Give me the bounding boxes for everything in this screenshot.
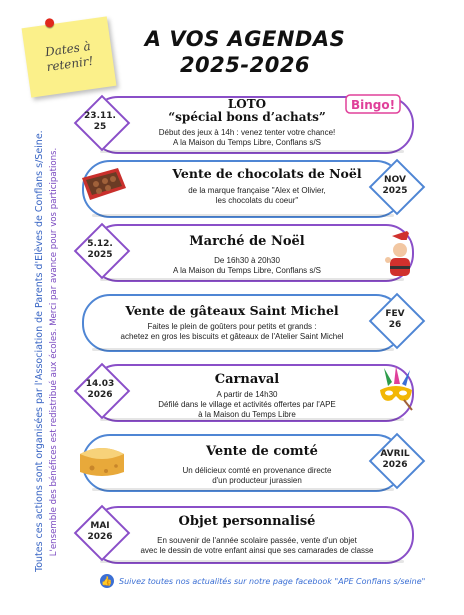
event-objet-title: Objet personnalisé xyxy=(178,514,316,529)
event-carnaval-description: A partir de 14h30 Défilé dans le village et activités offertes par l'APE à la Maison du Temps Libre xyxy=(158,390,336,419)
footer-text: Suivez toutes nos actualités sur notre page facebook "APE Conflans s/seine" xyxy=(119,576,426,586)
event-marche-description: De 16h30 à 20h30 A la Maison du Temps Libre, Conflans s/S xyxy=(173,256,321,275)
event-chocolats-title: Vente de chocolats de Noël xyxy=(172,166,362,181)
event-marche-date: 5.12. 2025 xyxy=(87,239,113,260)
santa-icon xyxy=(382,224,418,278)
title-line-2: 2025-2026 xyxy=(179,53,311,77)
sidebar-note-line-2: L'ensemble des bénéfices est redistribué aux écoles. Merci par avance pour vos participations. xyxy=(49,147,59,557)
event-carnaval xyxy=(72,364,422,424)
event-loto-date: 23.11. 25 xyxy=(84,111,116,132)
event-gateaux xyxy=(82,294,432,354)
event-comte xyxy=(82,434,432,494)
event-chocolats xyxy=(82,160,432,220)
sidebar-note xyxy=(32,132,72,572)
event-gateaux-title: Vente de gâteaux Saint Michel xyxy=(125,303,339,318)
event-carnaval-title: Carnaval xyxy=(214,372,280,387)
sticky-note xyxy=(22,16,117,97)
event-gateaux-date: FEV 26 xyxy=(385,309,405,330)
event-objet-description: En souvenir de l'année scolaire passée, vente d'un objet avec le dessin de votre enfant ainsi que ses camarades de classe xyxy=(140,536,374,555)
event-marche-title: Marché de Noël xyxy=(189,234,305,249)
title-line-1: A VOS AGENDAS xyxy=(144,27,346,51)
event-comte-date: AVRIL 2026 xyxy=(380,449,410,470)
pushpin-icon xyxy=(44,18,54,28)
carnival-mask-icon xyxy=(374,366,418,414)
event-gateaux-description: Faites le plein de goûters pour petits et grands : achetez en gros les biscuits et gâteaux de l'Atelier Saint Michel xyxy=(120,322,344,341)
sidebar-note-line-1: Toutes ces actions sont organisées par l'Association de Parents d'Elèves de Conflans s/Seine. xyxy=(34,130,45,572)
svg-text:Bingo!: Bingo! xyxy=(350,98,396,112)
page-title xyxy=(130,26,360,78)
event-marche xyxy=(72,224,422,284)
bingo-icon xyxy=(344,92,402,116)
event-objet xyxy=(72,506,422,566)
event-objet-date: MAI 2026 xyxy=(87,521,113,542)
event-loto-description: Début des jeux à 14h : venez tenter votre chance! A la Maison du Temps Libre, Conflans s/S xyxy=(158,128,336,147)
facebook-footer[interactable] xyxy=(100,572,432,590)
event-chocolats-date: NOV 2025 xyxy=(382,175,408,196)
event-loto-title: LOTO “spécial bons d’achats” xyxy=(168,97,326,124)
facebook-like-icon: 👍 xyxy=(101,576,113,586)
event-chocolats-description: de la marque française "Alex et Olivier, les chocolats du coeur" xyxy=(188,186,326,205)
event-comte-title: Vente de comté xyxy=(206,444,318,459)
sticky-note-text: Dates à retenir! xyxy=(44,38,95,75)
event-comte-description: Un délicieux comté en provenance directe d'un producteur jurassien xyxy=(182,466,332,485)
event-carnaval-date: 14.03 2026 xyxy=(85,379,115,400)
event-loto xyxy=(72,96,422,156)
